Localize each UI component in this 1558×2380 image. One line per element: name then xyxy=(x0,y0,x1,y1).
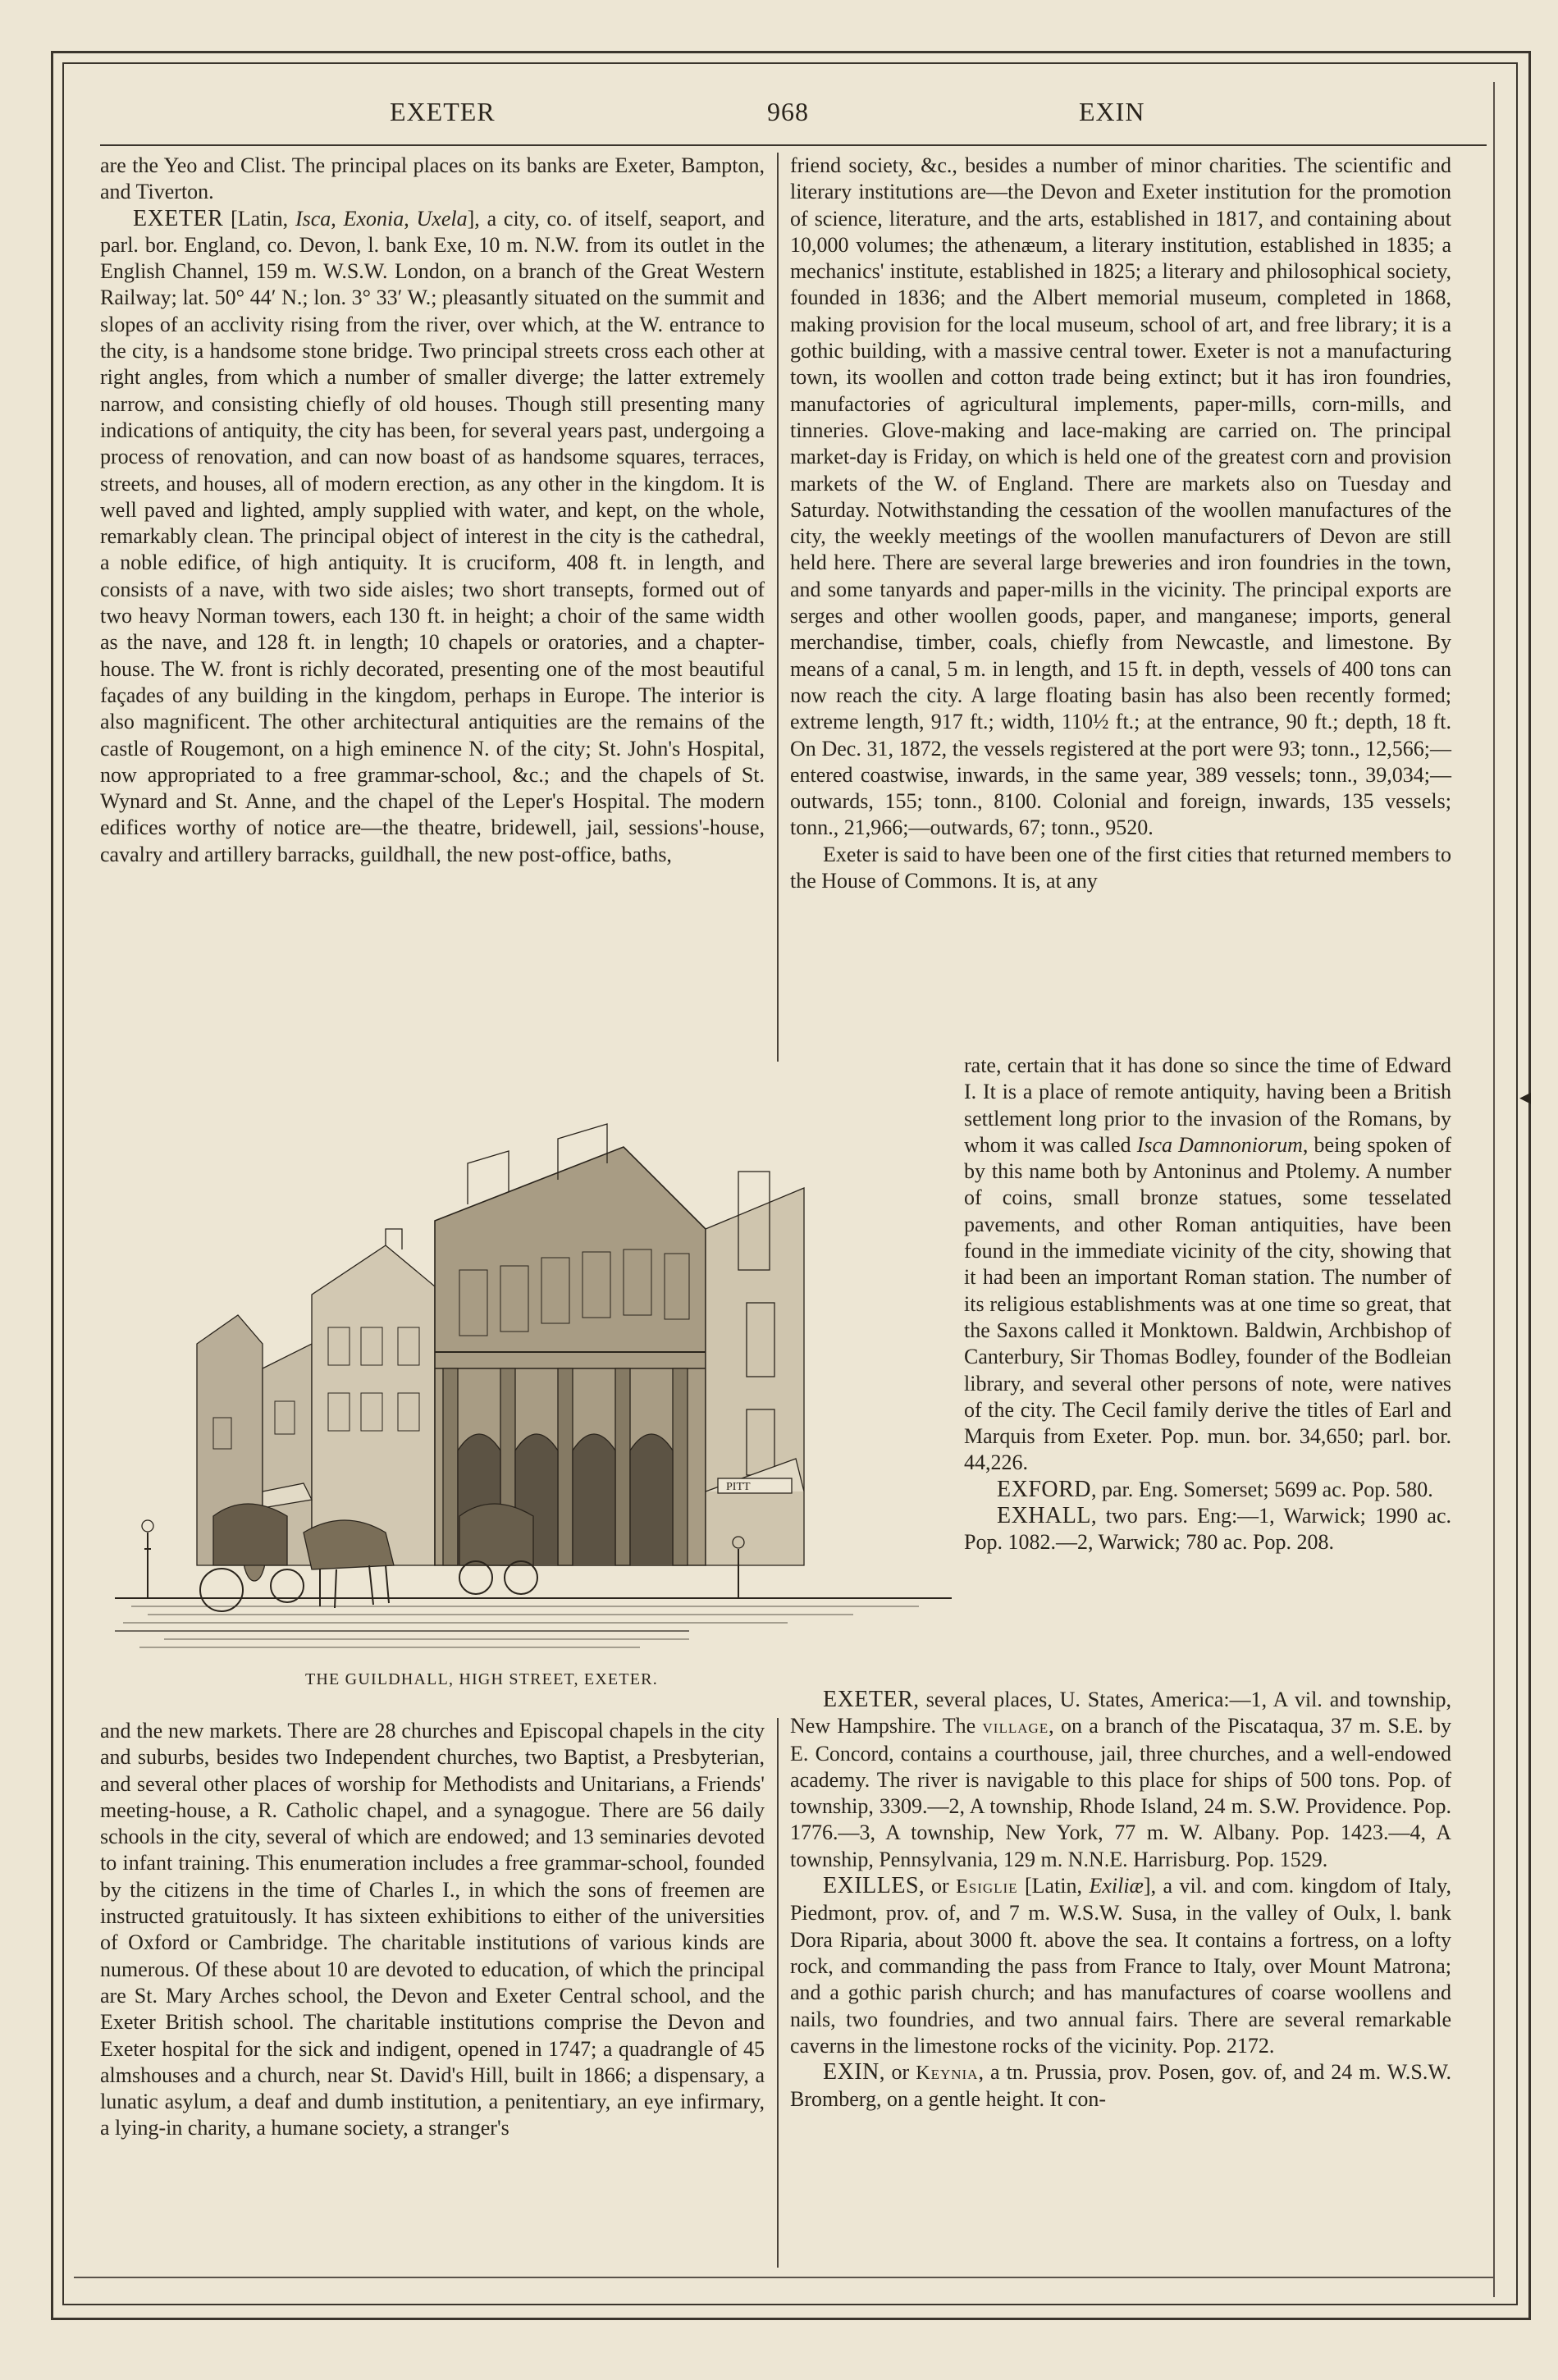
entry-text: , or xyxy=(879,2060,916,2085)
entry-text: , xyxy=(404,206,417,231)
header-right-word: EXIN xyxy=(1079,97,1145,126)
entry-text: , or xyxy=(919,1874,957,1898)
paragraph: Exeter is said to have been one of the first cities that returned members to the House of Commons. It is, at any xyxy=(790,842,1451,893)
entry-text: ], a city, co. of itself, seaport, and parl. bor. England, co. Devon, l. bank Exe, 10 m. N.W. from its outlet in the English Channel, 159 m. W.S.W. London, on a branch of the Great Western Railway; lat. 50° 44′ N.; lon. 3° 33′ W.; pleasantly situated on the summit and slopes of an acclivity rising from the river, over which, at the W. entrance to the city, is a handsome stone bridge. Two principal streets cross each other at right angles, from which a number of smaller diverge; the latter extremely narrow, and consisting chiefly of old houses. Though still presenting many indications of antiquity, the city has been, for several years past, undergoing a process of renovation, and can now boast of as handsome squares, terraces, streets, and houses, all of modern erection, as any other in the kingdom. It is well paved and lighted, amply supplied with water, and kept, on the whole, remarkably clean. The principal object of interest in the city is the cathedral, a noble edifice, of high antiquity. It is cruciform, 408 ft. in length, and consists of a nave, with two side aisles; two short transepts, formed out of two heavy Norman towers, each 130 ft. in height; a choir of the same width as the nave, and 128 ft. in length; 10 chapels or oratories, and a chapter-house. The W. front is richly decorated, presenting one of the most beautiful façades of any building in the kingdom, perhaps in Europe. The interior is also magnificent. The other architectural antiquities are the remains of the castle of Rougemont, on a high eminence N. of the city; St. John's Hospital, now appropriated to a free grammar-school, &c.; and the chapels of St. Wynard and St. Anne, and the chapel of the Leper's Hospital. The modern edifices worthy of notice are—the theatre, bridewell, jail, sessions'-house, cavalry and artillery barracks, guildhall, the new post-office, baths, xyxy=(100,206,765,866)
headword: EXFORD xyxy=(997,1476,1092,1502)
entry-text: , a tn. Prussia, prov. Posen, gov. of, and 24 m. W.S.W. Bromberg, on a gentle height. It con- xyxy=(790,2060,1451,2112)
entry-exeter-us xyxy=(790,1687,1451,1873)
header-left-word: EXETER xyxy=(390,97,496,126)
entry-text: [Latin, xyxy=(223,206,295,231)
entry-exilles xyxy=(790,1873,1451,2059)
illustration-caption: THE GUILDHALL, HIGH STREET, EXETER. xyxy=(305,1670,658,1688)
left-column-bottom xyxy=(100,1718,765,2142)
entry-exin xyxy=(790,2059,1451,2113)
entry-text: ], a vil. and com. kingdom of Italy, Piedmont, prov. of, and 7 m. W.S.W. Susa, in the valley of Oulx, l. bank Dora Riparia, about 3000 ft. above the sea. It contains a fortress, on a lofty rock, and commanding the pass from France to Italy, over Mount Matrona; and a gothic parish church; and has manufactures of coarse woollens and nails, two foundries, and two annual fairs. There are several remarkable caverns in the limestone rocks of the vicinity. Pop. 2172. xyxy=(790,1874,1451,2058)
frame-bottom-rule xyxy=(74,2277,1493,2278)
margin-mark: ◂ xyxy=(1519,1083,1532,1110)
entry-exford xyxy=(964,1477,1451,1503)
small-caps-word: Keynia xyxy=(916,2063,979,2085)
entry-text: rate, certain that it has done so since the time of Edward I. It is a place of remote antiquity, having been a British settlement long prior to the invasion of the Romans, by whom it was called xyxy=(964,1053,1451,1157)
frame-right-rule xyxy=(1493,82,1495,2297)
small-caps-word: Esiglie xyxy=(956,1876,1018,1898)
column-rule-lower xyxy=(777,1718,779,2268)
entry-text: , par. Eng. Somerset; 5699 ac. Pop. 580. xyxy=(1091,1477,1433,1501)
column-rule-upper xyxy=(777,153,779,1062)
latin-name: Uxela xyxy=(416,206,468,231)
headword: EXETER xyxy=(133,205,224,231)
entry-text: , several places, U. States, America:—1, A vil. and township, New Hampshire. The xyxy=(790,1688,1451,1738)
right-column-top xyxy=(790,153,1451,894)
page-number: 968 xyxy=(767,97,809,126)
entry-text: , two pars. Eng:—1, Warwick; 1990 ac. Pop. 1082.—2, Warwick; 780 ac. Pop. 208. xyxy=(964,1504,1451,1555)
latin-name: Exiliæ xyxy=(1089,1874,1144,1898)
running-header xyxy=(74,97,1493,138)
small-caps-word: village xyxy=(982,1716,1049,1738)
latin-name: Exonia xyxy=(343,206,404,231)
paragraph: and the new markets. There are 28 churches and Episcopal chapels in the city and suburbs, besides two Independent churches, two Baptist, a Presbyterian, and several other places of worship for Methodists and Unitarians, a Friends' meeting-house, a R. Catholic chapel, and a synagogue. There are 56 daily schools in the city, several of which are endowed; and 13 seminaries devoted to infant training. This enumeration includes a free grammar-school, founded by the citizens in the time of Charles I., in which the sons of freemen are instructed gratuitously. It has sixteen exhibitions to either of the universities of Oxford or Cambridge. The charitable institutions of various kinds are numerous. Of these about 10 are devoted to education, of which the principal are St. Mary Arches school, the Devon and Exeter Central school, and the Exeter British school. The charitable institutions comprise the Devon and Exeter hospital for the sick and indigent, opened in 1747; a quadrangle of 45 almshouses and a church, near St. David's Hill, built in 1866; a dispensary, a lunatic asylum, a deaf and dumb institution, a penitentiary, an eye infirmary, a lying-in charity, a humane society, a stranger's xyxy=(100,1719,765,2140)
entry-text: , being spoken of by this name both by Antoninus and Ptolemy. A number of coins, small bronze statues, some tesselated pavements, and other Roman antiquities, have been found in the immediate vicinity of the city, showing that it had been an important Roman station. The number of its religious establishments was at one time so great, that the Saxons called it Monktown. Baldwin, Archbishop of Canterbury, Sir Thomas Bodley, founder of the Bodleian library, and several other persons of note, were natives of the city. The Cecil family derive the titles of Earl and Marquis from Exeter. Pop. mun. bor. 34,650; parl. bor. 44,226. xyxy=(964,1132,1451,1475)
right-column-beside-illustration xyxy=(964,1053,1451,1556)
headword: EXILLES xyxy=(823,1873,920,1899)
headword: EXHALL xyxy=(997,1503,1091,1529)
paragraph: are the Yeo and Clist. The principal places on its banks are Exeter, Bampton, and Tiverton. xyxy=(100,153,765,204)
latin-name: Isca xyxy=(295,206,331,231)
entry-text: , xyxy=(331,206,344,231)
entry-text: [Latin, xyxy=(1017,1874,1090,1898)
latin-name: Isca Damnoniorum xyxy=(1136,1132,1303,1157)
shop-sign-text: PITT xyxy=(726,1481,751,1493)
entry-exeter xyxy=(100,206,765,868)
paragraph: friend society, &c., besides a number of minor charities. The scientific and literary institutions are—the Devon and Exeter institution for the promotion of science, literature, and the arts, established in 1817, and containing about 10,000 volumes; the athenæum, a literary institution, established in 1835; a mechanics' institute, established in 1825; a literary and philosophical society, founded in 1836; and the Albert memorial museum, completed in 1868, making provision for the local museum, school of art, and free library; it is a gothic building, with a massive central tower. Exeter is not a manufacturing town, its woollen and cotton trade being extinct; but it has iron foundries, manufactories of agricultural implements, paper-mills, corn-mills, and tinneries. Glove-making and lace-making are carried on. The principal market-day is Friday, on which is held one of the greatest corn and provision markets of the W. of England. There are markets also on Tuesday and Saturday. Notwithstanding the cessation of the woollen manufactures of the city, the weekly meetings of the woollen manufacturers of Devon are still held here. There are several large breweries and iron foundries in the town, and some tanyards and paper-mills in the vicinity. The principal exports are serges and other woollen goods, paper, and manganese; imports, general merchandise, timber, coals, chiefly from Newcastle, and limestone. By means of a canal, 5 m. in length, and 15 ft. in depth, vessels of 400 tons can now reach the city. A large floating basin has also been recently formed; extreme length, 917 ft.; width, 110½ ft.; at the entrance, 90 ft.; depth, 18 ft. On Dec. 31, 1872, the vessels registered at the port were 93; tonn., 12,566;—entered coastwise, inwards, in the same year, 389 vessels; tonn., 39,034;—outwards, 155; tonn., 8100. Colonial and foreign, inwards, 135 vessels; tonn., 21,966;—outwards, 67; tonn., 9520. xyxy=(790,153,1451,840)
guildhall-engraving xyxy=(115,1106,952,1664)
header-rule xyxy=(100,144,1487,146)
headword: EXIN xyxy=(823,2059,880,2085)
headword: EXETER xyxy=(823,1687,914,1712)
entry-exhall xyxy=(964,1503,1451,1556)
paragraph-continued xyxy=(964,1053,1451,1477)
right-column-bottom xyxy=(790,1687,1451,2113)
entry-text: , on a branch of the Piscataqua, 37 m. S.E. by E. Concord, contains a courthouse, jail, three churches, and a well-endowed academy. The river is navigable to this place for ships of 500 tons. Pop. of township, 3309.—2, A township, Rhode Island, 24 m. S.W. Providence. Pop. 1776.—3, A township, New York, 77 m. W. Albany. Pop. 1423.—4, A township, Pennsylvania, 129 m. N.N.E. Harrisburg. Pop. 1529. xyxy=(790,1714,1452,1871)
left-column-top xyxy=(100,153,765,868)
